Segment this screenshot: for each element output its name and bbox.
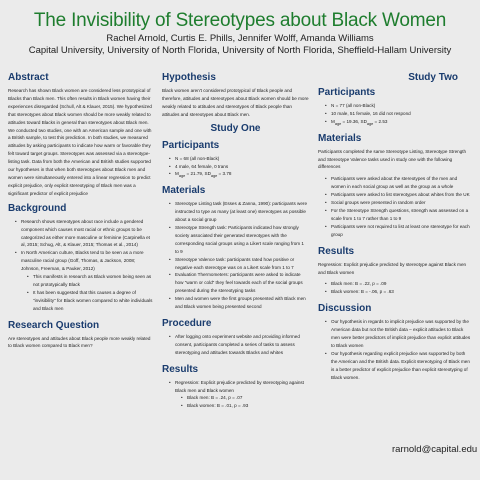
list-item: • It has been suggested that this causes a degree of "invisibility" for Black women compared to white individuals and Black men bbox=[27, 289, 155, 313]
age-subscript: age bbox=[210, 174, 218, 179]
age-sd-value: = 2.53 bbox=[373, 118, 388, 124]
age-mean-value: = 19.36, SD bbox=[341, 118, 367, 124]
results-heading: Results bbox=[318, 245, 355, 257]
study-one-materials bbox=[162, 185, 309, 311]
column-left bbox=[8, 72, 155, 354]
participants-list bbox=[318, 102, 472, 129]
background-section bbox=[8, 203, 155, 313]
list-item-text: In North American culture, Blacks tend to be seen as a more masculine racial group (Goff, Thomas, & Jackson, 2008; Johnson, Freeman, & Pauker, 2012) bbox=[21, 250, 144, 272]
list-item bbox=[325, 118, 472, 129]
list-item: • Black men: B = .22, p = .09 bbox=[325, 280, 472, 288]
column-right bbox=[318, 72, 472, 385]
list-item: • Our hypothesis regarding explicit prejudice was supported by both the American and the British data. Explicit stereotyping of Black men is a better predictor of explicit prejudice than explicit stereotyping of Black women. bbox=[325, 350, 472, 382]
participants-heading: Participants bbox=[318, 87, 376, 98]
poster-header bbox=[0, 10, 480, 57]
background-heading: Background bbox=[8, 202, 67, 214]
procedure-heading: Procedure bbox=[162, 317, 212, 329]
age-mean-symbol: M bbox=[175, 171, 179, 177]
results-list bbox=[162, 379, 309, 411]
list-item: • Stereotype Strength task: Participants indicated how strongly society associated their generated stereotypes with the corresponding social groups using a Likert scale ranging from 1 to 9 bbox=[169, 224, 309, 256]
list-item: • For the Stereotype Strength questions, strength was assessed on a scale from 1 to 7 rather than 1 to 9 bbox=[325, 207, 472, 223]
list-item: • Men and women were the first groups presented with Black men and Black women being presented second bbox=[169, 295, 309, 311]
study-one-heading: Study One bbox=[210, 122, 261, 134]
list-item: • Stereotype Valence task: participants rated how positive or negative each stereotype was on a Likert scale from 1 to 7 bbox=[169, 256, 309, 272]
study-one-participants bbox=[162, 140, 309, 182]
age-subscript: age bbox=[178, 174, 186, 179]
age-sd-value: = 3.78 bbox=[217, 171, 232, 177]
abstract-text: Research has shown Black women are considered less prototypical of Blacks than Black men. This often results in Black women having their experiences disregarded (Schull, Alt & Klauer, 2015). We hypothesized that stereotypes about Black women should be more weakly related to attitudes toward Blacks in general than stereotypes about Black men. We conducted two studies, one with an American sample and one with a British sample, to test this prediction. In both studies, we measured attitudes by asking participants to indicate how warm or favorable they felt toward target groups. Stereotypes was assessed via a stereotype-listing task. Data from both the American and British studies supported our hypotheses in that when both stereotypes about Black men and women were simultaneously entered into a linear regression to predict explicit prejudice, only explicit stereotyping of Black men was a significant predictor of explicit prejudice bbox=[8, 88, 152, 196]
study-two-materials bbox=[318, 133, 472, 239]
participants-list bbox=[162, 155, 309, 182]
research-question-text: Are stereotypes and attitudes about Black people more weakly related to Black women compared to Black men? bbox=[8, 335, 151, 349]
discussion-list bbox=[318, 318, 472, 381]
list-item bbox=[169, 379, 309, 411]
list-item: • This manifests in research as Black women being seen as not prototypically Black bbox=[27, 273, 155, 289]
list-item: • Black women: B = -.06, p = .63 bbox=[325, 288, 472, 296]
background-list bbox=[8, 218, 155, 313]
list-item: • 10 male, 51 female, 16 did not respond bbox=[325, 110, 472, 118]
study-two-results bbox=[318, 246, 472, 297]
list-item: • Stereotype Listing task (Esses & Zanna, 1990): participants were instructed to type as many (at least one) stereotypes as possible about a social group bbox=[169, 200, 309, 224]
hypothesis-text: Black women aren't considered prototypical of Black people and therefore, attitudes and stereotypes about Black women should be more weakly related to attitudes and stereotypes of Black people than attitudes and stereotypes about Black men. bbox=[162, 88, 309, 117]
contact-email[interactable]: rarnold@capital.edu bbox=[392, 444, 478, 455]
list-item: • Evaluation Thermometers: participants were asked to indicate how "warm or cold" they feel towards each of the social groups presented during the stereotyping tasks bbox=[169, 271, 309, 295]
discussion-heading: Discussion bbox=[318, 303, 372, 315]
list-item-text: Regression: Explicit prejudice predicted by stereotyping against Black men and Black women bbox=[175, 379, 304, 393]
poster-title: The Invisibility of Stereotypes about Black Women bbox=[33, 10, 447, 31]
abstract-section bbox=[8, 72, 155, 198]
age-subscript: age bbox=[366, 121, 374, 126]
materials-intro: Participants completed the same Stereotype Listing, Stereotype Strength and Stereotype Valence tasks used in study one with the following differences bbox=[318, 148, 467, 170]
procedure-list bbox=[162, 333, 309, 357]
list-item: • Participants were asked about the stereotypes of the men and women in each social group as well as the group as a whole bbox=[325, 175, 472, 191]
results-list bbox=[318, 280, 472, 296]
discussion-section bbox=[318, 303, 472, 381]
list-item: • N = 68 (all non-Black) bbox=[169, 155, 309, 163]
study-one-results bbox=[162, 364, 309, 411]
list-item: • Our hypothesis in regards to implicit prejudice was supported by the American data but not the British data – explicit attitudes to Black men were better predictors of implicit prejudice than explicit attitudes to Black women bbox=[325, 318, 472, 350]
list-item: • Social groups were presented in random order bbox=[325, 199, 472, 207]
list-item bbox=[15, 249, 155, 312]
list-item: • Research shows stereotypes about race include a gendered component which causes most racial or ethnic groups to be categorized as either more masculine or feminine (Carpinella et al, 2015; Schug, Alt, & Klauer, 2015; Thomas et al., 2014) bbox=[15, 218, 155, 250]
research-question-heading: Research Question bbox=[8, 319, 100, 331]
study-two-heading: Study Two bbox=[408, 72, 458, 83]
background-sublist bbox=[21, 273, 155, 313]
affiliation-list: Capital University, University of North Florida, University of North Florida, Sheffield-Hallam University bbox=[28, 45, 452, 56]
list-item: • 4 male, 64 female, 0 trans bbox=[169, 163, 309, 171]
age-subscript: age bbox=[334, 121, 342, 126]
column-middle bbox=[162, 72, 309, 414]
results-sublist bbox=[175, 394, 309, 410]
hypothesis-section bbox=[162, 72, 309, 119]
study-one-procedure bbox=[162, 318, 309, 357]
age-mean-symbol: M bbox=[331, 118, 335, 124]
list-item: • Black men: B = .24, p = .07 bbox=[181, 394, 309, 402]
participants-heading: Participants bbox=[162, 139, 220, 151]
study-two-participants bbox=[318, 87, 472, 129]
list-item: • N = 77 (all non-Black) bbox=[325, 102, 472, 110]
materials-list bbox=[318, 175, 472, 238]
abstract-heading: Abstract bbox=[8, 72, 49, 83]
materials-heading: Materials bbox=[318, 132, 362, 144]
materials-heading: Materials bbox=[162, 185, 206, 197]
list-item: • Participants were not required to list at least one stereotype for each group bbox=[325, 223, 472, 239]
materials-list bbox=[162, 200, 309, 311]
list-item bbox=[169, 170, 309, 181]
age-mean-value: = 21.79, SD bbox=[185, 171, 211, 177]
list-item: • Participants were asked to list stereotypes about whites from the UK bbox=[325, 191, 472, 199]
list-item: • After logging onto experiment website and providing informed consent, participants completed a series of tasks to assess stereotyping and attitudes towards Blacks and whites bbox=[169, 333, 309, 357]
results-heading: Results bbox=[162, 363, 199, 375]
research-question-section bbox=[8, 320, 155, 351]
author-list: Rachel Arnold, Curtis E. Phills, Jennifer Wolff, Amanda Williams bbox=[106, 33, 374, 44]
list-item: • Black women: B = .01, p = .93 bbox=[181, 402, 309, 410]
hypothesis-heading: Hypothesis bbox=[162, 72, 216, 83]
results-text: Regression: Explicit prejudice predicted by stereotype against Black men and Black women bbox=[318, 261, 467, 275]
